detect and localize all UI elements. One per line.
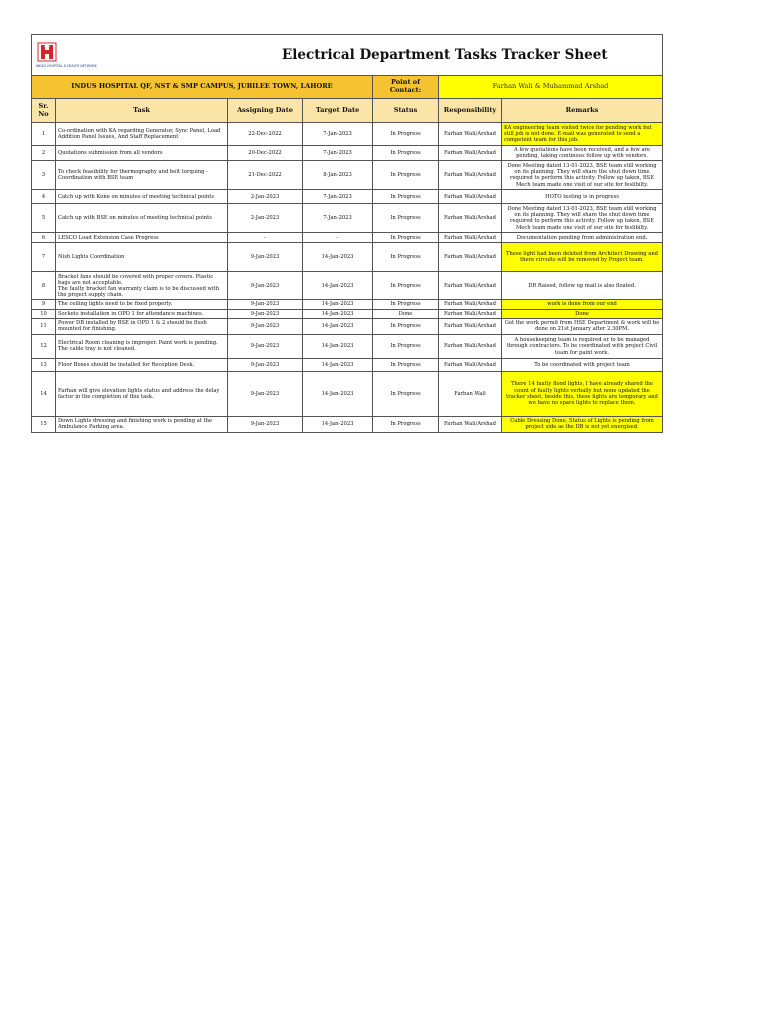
cell-remarks: There 14 faulty flood lights, I have already shared the count of faulty lights verbally but none updated the tracker sheet, beside this, these lights are temporary and we have no spare lights to replace them.	[502, 371, 663, 416]
cell-sr-no: 10	[32, 309, 56, 318]
cell-assigning-date: 21-Dec-2022	[228, 161, 303, 190]
cell-assigning-date: 9-Jan-2023	[228, 334, 303, 358]
cell-sr-no: 6	[32, 233, 56, 243]
cell-target-date: 7-Jan-2023	[303, 146, 373, 161]
cell-responsibility: Farhan Wali/Arshad	[439, 161, 502, 190]
cell-assigning-date: 20-Dec-2022	[228, 146, 303, 161]
cell-target-date: 14-Jan-2023	[303, 300, 373, 309]
cell-status: In Progress	[373, 204, 439, 233]
logo-text: INDUS HOSPITAL & HEALTH NETWORK	[36, 64, 97, 69]
cell-status: In Progress	[373, 243, 439, 272]
cell-task: Sockets installation in OPD 1 for attendance machines.	[56, 309, 228, 318]
cell-assigning-date: 22-Dec-2022	[228, 123, 303, 146]
cell-assigning-date: -	[228, 233, 303, 243]
table-row	[32, 358, 663, 371]
table-row	[32, 416, 663, 432]
page-title: Electrical Department Tasks Tracker Sheet	[228, 35, 663, 76]
header-remarks: Remarks	[502, 99, 663, 123]
cell-responsibility: Farhan Wali/Arshad	[439, 318, 502, 334]
cell-remarks: Documentation pending from administration end.	[502, 233, 663, 243]
table-row	[32, 309, 663, 318]
cell-responsibility: Farhan Wali/Arshad	[439, 233, 502, 243]
cell-target-date: 7-Jan-2023	[303, 123, 373, 146]
cell-target-date: 14-Jan-2023	[303, 416, 373, 432]
cell-status: In Progress	[373, 272, 439, 300]
cell-sr-no: 3	[32, 161, 56, 190]
cell-task: Catch up with Kone on minutes of meeting technical points	[56, 190, 228, 204]
cell-responsibility: Farhan Wali/Arshad	[439, 243, 502, 272]
cell-status: In Progress	[373, 146, 439, 161]
cell-responsibility: Farhan Wali/Arshad	[439, 190, 502, 204]
cell-sr-no: 14	[32, 371, 56, 416]
table-row	[32, 204, 663, 233]
cell-assigning-date: 2-Jan-2023	[228, 190, 303, 204]
cell-responsibility: Farhan Wali/Arshad	[439, 146, 502, 161]
cell-task: Co-ordination with KA regarding Generator, Sync Panel, Load Addition Panel Issues, And Staff Replacement	[56, 123, 228, 146]
table-row	[32, 190, 663, 204]
cell-target-date: 7-Jan-2023	[303, 204, 373, 233]
cell-sr-no: 2	[32, 146, 56, 161]
cell-status: In Progress	[373, 416, 439, 432]
cell-target-date: 8-Jan-2023	[303, 161, 373, 190]
cell-task: Farhan will give elevation lights status and address the delay factor in the completion of this task.	[56, 371, 228, 416]
cell-task: Quotations submission from all vendors	[56, 146, 228, 161]
cell-responsibility: Farhan Wali/Arshad	[439, 309, 502, 318]
cell-target-date: 7-Jan-2023	[303, 190, 373, 204]
table-row	[32, 233, 663, 243]
poc-value: Farhan Wali & Muhammad Arshad	[439, 76, 663, 99]
indus-logo-icon	[36, 41, 58, 63]
cell-remarks: Done Meeting dated 13-01-2023, BSE team still working on its planning. They will share the shut down time required to perform this activity. Follow up taken, BSE Mech team made one visit of our site for feslibilty.	[502, 204, 663, 233]
cell-task: To check feasibility for thermography and bolt torquing - Coordination with BSE team	[56, 161, 228, 190]
table-row	[32, 300, 663, 309]
cell-responsibility: Farhan Wali	[439, 371, 502, 416]
cell-sr-no: 12	[32, 334, 56, 358]
cell-responsibility: Farhan Wali/Arshad	[439, 204, 502, 233]
table-row	[32, 146, 663, 161]
cell-assigning-date: 9-Jan-2023	[228, 371, 303, 416]
cell-task: Power DB installed by BSE in OPD 1 & 2 should be flush mounted for finishing.	[56, 318, 228, 334]
poc-label: Point of Contact:	[373, 76, 439, 99]
tracker-table	[31, 34, 663, 433]
table-row	[32, 334, 663, 358]
cell-responsibility: Farhan Wali/Arshad	[439, 300, 502, 309]
cell-remarks: KA engineering team visited twice for pending work but still job is not done. E-mail was generated to send a competent team for this job.	[502, 123, 663, 146]
cell-sr-no: 1	[32, 123, 56, 146]
cell-remarks: Done Meeting dated 13-01-2023, BSE team still working on its planning. They will share the shut down time required to perform this activity. Follow up taken, BSE Mech team made one visit of our site for feslibilty.	[502, 161, 663, 190]
cell-status: In Progress	[373, 358, 439, 371]
header-sr-no: Sr. No	[32, 99, 56, 123]
table-row	[32, 161, 663, 190]
cell-task: Electrical Room cleaning is improper. Paint work is pending. The cable tray is not cleaned.	[56, 334, 228, 358]
cell-status: In Progress	[373, 334, 439, 358]
cell-assigning-date: 9-Jan-2023	[228, 272, 303, 300]
cell-target-date: 14-Jan-2023	[303, 358, 373, 371]
cell-assigning-date: 9-Jan-2023	[228, 416, 303, 432]
cell-task: LESCO Load Extension Case Progress	[56, 233, 228, 243]
cell-remarks: A few quotations have been received, and a few are pending, taking continous follow up with vendors.	[502, 146, 663, 161]
cell-target-date: 14-Jan-2023	[303, 309, 373, 318]
cell-target-date: 14-Jan-2023	[303, 318, 373, 334]
cell-remarks: A housekeeping team is required or to be managed through contractors. To be coordinated with project Civil team for paint work.	[502, 334, 663, 358]
cell-assigning-date: 2-Jan-2023	[228, 204, 303, 233]
cell-target-date: 14-Jan-2023	[303, 334, 373, 358]
cell-responsibility: Farhan Wali/Arshad	[439, 416, 502, 432]
cell-remarks: DR Raised, follow up mail is also floated.	[502, 272, 663, 300]
cell-status: In Progress	[373, 371, 439, 416]
cell-assigning-date: 9-Jan-2023	[228, 309, 303, 318]
column-header-row	[32, 99, 663, 123]
table-row	[32, 371, 663, 416]
cell-sr-no: 15	[32, 416, 56, 432]
cell-assigning-date: 9-Jan-2023	[228, 243, 303, 272]
cell-status: In Progress	[373, 123, 439, 146]
cell-remarks: Got the work permit from HSE Department & work will be done on 21st January after 2.30PM.	[502, 318, 663, 334]
cell-remarks: Cable Dressing Done, Status of Lights is pending from project side as the DB is not yet energised.	[502, 416, 663, 432]
logo-cell	[32, 35, 228, 76]
cell-task: Catch up with BSE on minutes of meeting technical points	[56, 204, 228, 233]
cell-assigning-date: 9-Jan-2023	[228, 318, 303, 334]
header-target-date: Target Date	[303, 99, 373, 123]
logo	[34, 41, 226, 69]
table-row	[32, 272, 663, 300]
cell-task: Down Lights dressing and finishing work is pending at the Ambulance Parking area.	[56, 416, 228, 432]
tracker-sheet	[31, 34, 662, 433]
table-row	[32, 243, 663, 272]
cell-status: In Progress	[373, 318, 439, 334]
cell-responsibility: Farhan Wali/Arshad	[439, 358, 502, 371]
cell-task: Bracket fans should be covered with proper covers. Plastic bags are not acceptable. The faulty bracket fan warranty claim is to be discussed with the project supply chain.	[56, 272, 228, 300]
cell-task: The ceiling lights need to be fixed properly.	[56, 300, 228, 309]
header-responsibility: Responsibility	[439, 99, 502, 123]
table-row	[32, 123, 663, 146]
cell-assigning-date: 9-Jan-2023	[228, 358, 303, 371]
cell-responsibility: Farhan Wali/Arshad	[439, 272, 502, 300]
cell-target-date: 14-Jan-2023	[303, 371, 373, 416]
cell-task: Floor Boxes should be installed for Reception Desk.	[56, 358, 228, 371]
cell-sr-no: 9	[32, 300, 56, 309]
cell-remarks: These light had been deleted from Architect Drawing and there circuits will be removed by Project team.	[502, 243, 663, 272]
cell-status: In Progress	[373, 190, 439, 204]
cell-target-date: -	[303, 233, 373, 243]
cell-remarks: To be coordinated with project team	[502, 358, 663, 371]
cell-responsibility: Farhan Wali/Arshad	[439, 334, 502, 358]
campus-name: INDUS HOSPITAL QF, NST & SMP CAMPUS, JUBILEE TOWN, LAHORE	[32, 76, 373, 99]
cell-responsibility: Farhan Wali/Arshad	[439, 123, 502, 146]
cell-assigning-date: 9-Jan-2023	[228, 300, 303, 309]
cell-status: In Progress	[373, 161, 439, 190]
cell-target-date: 14-Jan-2023	[303, 272, 373, 300]
header-status: Status	[373, 99, 439, 123]
header-assigning-date: Assigning Date	[228, 99, 303, 123]
cell-sr-no: 4	[32, 190, 56, 204]
cell-status: In Progress	[373, 233, 439, 243]
header-task: Task	[56, 99, 228, 123]
cell-status: Done	[373, 309, 439, 318]
cell-remarks: HOTO testing is in progress	[502, 190, 663, 204]
cell-sr-no: 7	[32, 243, 56, 272]
table-row	[32, 318, 663, 334]
cell-sr-no: 8	[32, 272, 56, 300]
cell-sr-no: 13	[32, 358, 56, 371]
cell-target-date: 14-Jan-2023	[303, 243, 373, 272]
cell-task: Nish Lights Coordination	[56, 243, 228, 272]
cell-remarks: work is done from our end	[502, 300, 663, 309]
cell-sr-no: 11	[32, 318, 56, 334]
cell-remarks: Done	[502, 309, 663, 318]
cell-sr-no: 5	[32, 204, 56, 233]
cell-status: In Progress	[373, 300, 439, 309]
